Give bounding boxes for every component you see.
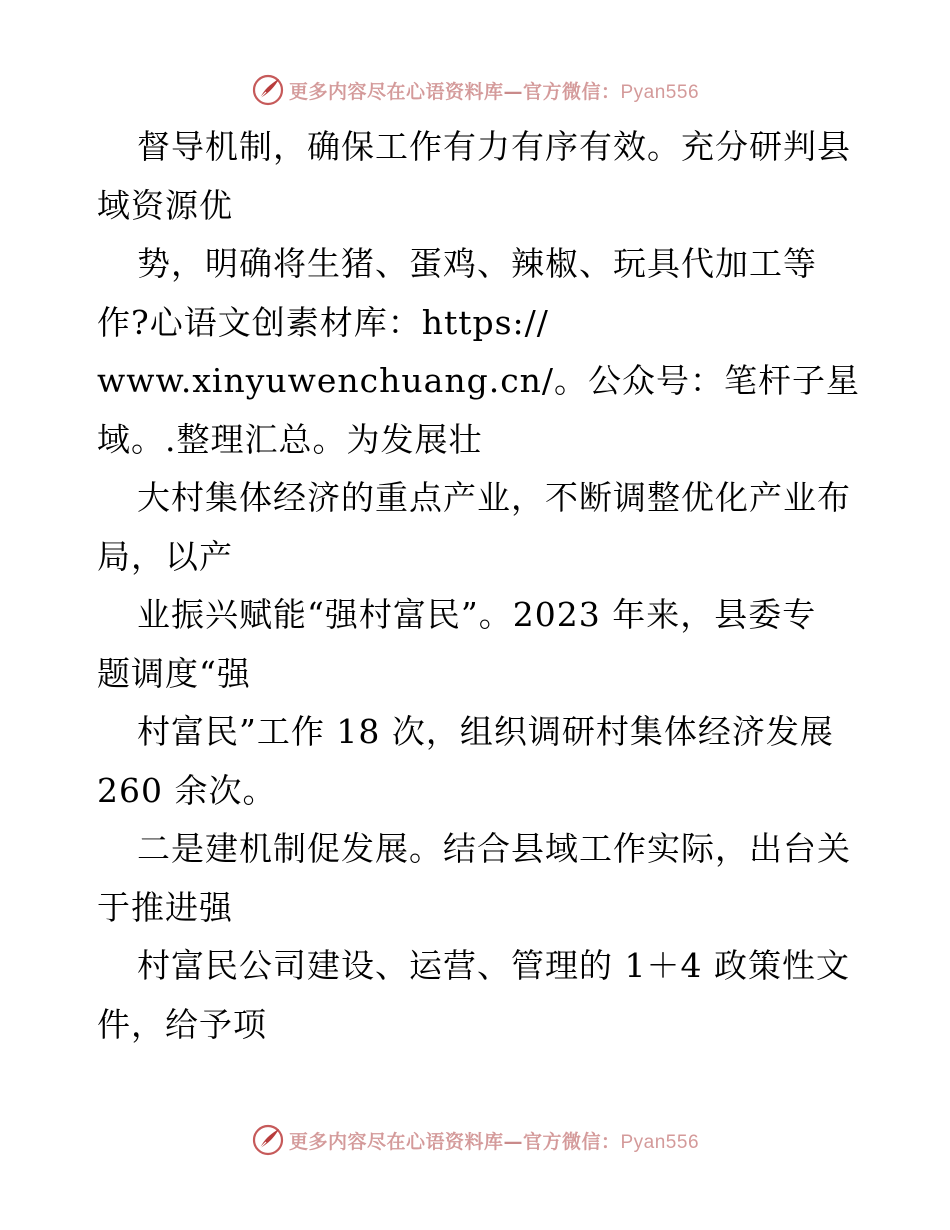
text-line: 督导机制，确保工作有力有序有效。充分研判县 [137,127,851,166]
text-line: 村富民公司建设、运营、管理的 1＋4 政策性文 [137,946,850,985]
watermark-separator: — [503,1130,523,1153]
watermark-brand: 更多内容尽在心语资料库 [288,1130,504,1153]
footer-watermark [0,1120,950,1160]
watermark-wechat-label: 官方微信： [522,80,621,103]
text-line: 域资源优 [97,185,233,225]
text-line: www.xinyuwenchuang.cn/。公众号：笔杆子星 [97,361,861,400]
text-line: 业振兴赋能“强村富民”。2023 年来，县委专 [137,595,817,634]
text-line: 村富民”工作 18 次，组织调研村集体经济发展 [137,712,834,751]
text-line: 二是建机制促发展。结合县域工作实际，出台关 [137,829,851,868]
watermark-text [289,1127,699,1154]
watermark-brand: 更多内容尽在心语资料库 [288,80,504,103]
text-line: 件，给予项 [97,1004,267,1044]
text-line: 大村集体经济的重点产业，不断调整优化产业布 [137,478,851,517]
text-line: 于推进强 [97,887,233,927]
watermark-wechat-id: Pyan556 [620,81,700,103]
watermark-text [289,77,699,104]
watermark-wechat-id: Pyan556 [620,1131,700,1153]
text-line: 势，明确将生猪、蛋鸡、辣椒、玩具代加工等 [137,244,817,283]
text-line: 局，以产 [97,536,233,576]
text-line: 域。.整理汇总。为发展壮 [97,419,483,459]
text-line: 题调度“强 [97,653,251,693]
quill-circle-icon [251,1123,285,1157]
text-line: 260 余次。 [97,770,277,810]
watermark-separator: — [503,80,523,103]
text-line: 作?心语文创素材库：https:// [97,302,549,342]
document-body [97,118,867,1054]
quill-circle-icon [251,73,285,107]
header-watermark [0,70,950,110]
watermark-wechat-label: 官方微信： [522,1130,621,1153]
